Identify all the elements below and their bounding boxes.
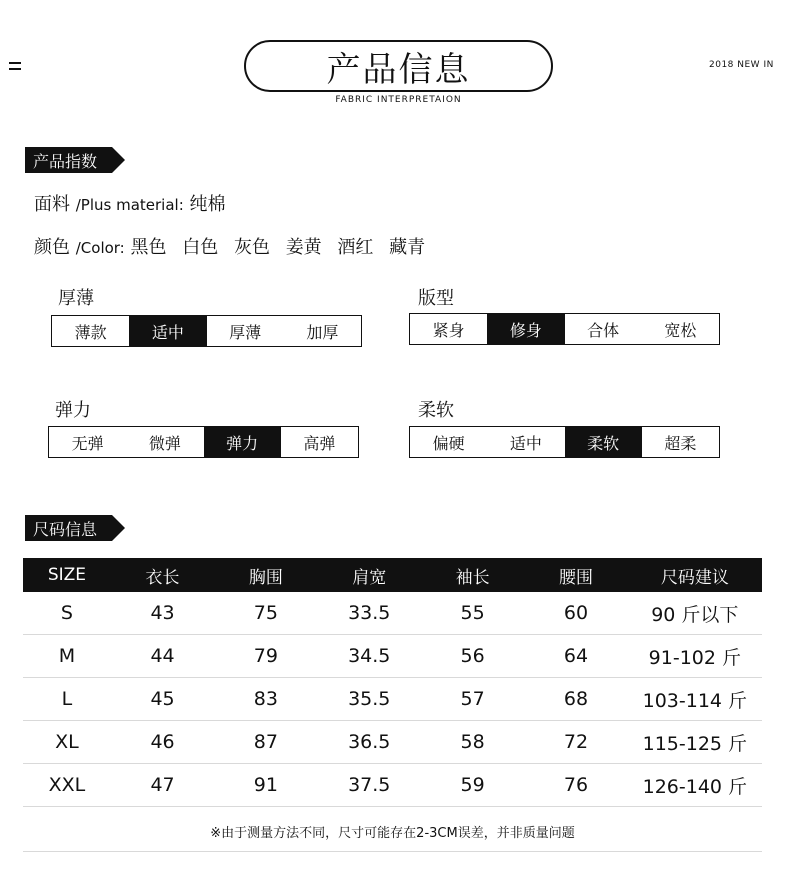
fit-option[interactable]: 宽松 xyxy=(664,320,697,340)
fit-option[interactable]: 修身 xyxy=(487,314,564,344)
material-label-en: /Plus material: xyxy=(75,196,184,214)
table-cell: 68 xyxy=(563,688,589,710)
color-value: 姜黄 xyxy=(285,237,322,258)
softness-label: 柔软 xyxy=(418,400,454,421)
table-cell: 57 xyxy=(460,688,485,710)
color-values xyxy=(130,237,435,258)
softness-option[interactable]: 柔软 xyxy=(565,427,642,457)
table-cell: S xyxy=(60,602,73,624)
thickness-label: 厚薄 xyxy=(58,288,94,309)
material-line xyxy=(34,190,226,216)
table-cell: XXL xyxy=(48,774,86,796)
table-cell: 75 xyxy=(253,602,278,624)
table-cell: 91 xyxy=(253,774,278,796)
material-label-cn: 面料 xyxy=(34,194,70,215)
table-cell: 44 xyxy=(150,645,175,667)
table-cell: 34.5 xyxy=(348,645,391,667)
table-cell: 33.5 xyxy=(348,602,391,624)
table-cell: M xyxy=(58,645,76,667)
thickness-option[interactable]: 适中 xyxy=(129,316,206,346)
color-value: 黑色 xyxy=(130,237,167,258)
softness-option[interactable]: 偏硬 xyxy=(432,433,465,453)
color-value: 藏青 xyxy=(389,237,426,258)
table-cell: 115-125 斤 xyxy=(642,732,748,755)
section-tag-product xyxy=(25,147,112,173)
section-tag-label: 尺码信息 xyxy=(33,519,98,539)
table-cell: 79 xyxy=(253,645,278,667)
table-row xyxy=(23,721,762,764)
table-cell: 59 xyxy=(460,774,485,796)
elasticity-option[interactable]: 无弹 xyxy=(71,433,104,453)
table-row xyxy=(23,592,762,635)
table-cell: 35.5 xyxy=(348,688,391,710)
table-cell: 76 xyxy=(563,774,589,796)
table-row xyxy=(23,635,762,678)
table-cell: 58 xyxy=(460,731,485,753)
table-cell: 103-114 斤 xyxy=(642,689,748,712)
table-header-cell: 胸围 xyxy=(248,567,283,588)
color-label-en: /Color: xyxy=(75,239,125,257)
color-value: 白色 xyxy=(182,237,219,258)
table-header-cell: 衣长 xyxy=(145,567,180,588)
table-header-cell: 腰围 xyxy=(558,567,593,588)
table-cell: 126-140 斤 xyxy=(642,775,748,798)
table-cell: 90 斤以下 xyxy=(651,603,739,626)
section-tag-label: 产品指数 xyxy=(33,151,98,171)
size-table xyxy=(23,558,762,807)
table-cell: 64 xyxy=(563,645,589,667)
table-cell: 55 xyxy=(460,602,485,624)
table-cell: 45 xyxy=(150,688,175,710)
table-row xyxy=(23,678,762,721)
divider xyxy=(23,851,762,852)
table-cell: 56 xyxy=(460,645,485,667)
new-in-badge: 2018 NEW IN xyxy=(709,60,774,70)
table-cell: 87 xyxy=(253,731,278,753)
measurement-note: ※由于测量方法不同，尺寸可能存在2-3CM误差，并非质量问题 xyxy=(210,826,575,841)
menu-icon[interactable] xyxy=(9,62,21,74)
table-cell: 37.5 xyxy=(348,774,391,796)
thickness-option[interactable]: 薄款 xyxy=(74,322,107,342)
elasticity-option[interactable]: 弹力 xyxy=(204,427,281,457)
table-cell: 47 xyxy=(150,774,175,796)
table-row xyxy=(23,764,762,807)
elasticity-option[interactable]: 高弹 xyxy=(303,433,336,453)
table-cell: 43 xyxy=(150,602,175,624)
table-header-cell: 袖长 xyxy=(455,567,490,588)
color-line xyxy=(34,233,435,259)
page-title-box xyxy=(244,40,553,92)
page-title: 产品信息 xyxy=(326,49,471,90)
fit-label: 版型 xyxy=(418,288,454,309)
elasticity-selector xyxy=(48,426,359,458)
fit-option[interactable]: 紧身 xyxy=(432,320,465,340)
thickness-option[interactable]: 加厚 xyxy=(306,322,339,342)
table-cell: 36.5 xyxy=(348,731,391,753)
softness-option[interactable]: 适中 xyxy=(509,433,542,453)
table-cell: 46 xyxy=(150,731,175,753)
table-header-cell: 肩宽 xyxy=(352,567,387,588)
table-cell: XL xyxy=(55,731,79,753)
material-value: 纯棉 xyxy=(189,194,226,215)
table-header-cell: 尺码建议 xyxy=(660,567,729,588)
page-subtitle: FABRIC INTERPRETAION xyxy=(335,95,462,105)
elasticity-option[interactable]: 微弹 xyxy=(148,433,181,453)
fit-selector xyxy=(409,313,720,345)
thickness-selector xyxy=(51,315,362,347)
table-cell: 72 xyxy=(563,731,589,753)
thickness-option[interactable]: 厚薄 xyxy=(229,322,262,342)
fit-option[interactable]: 合体 xyxy=(587,320,620,340)
elasticity-label: 弹力 xyxy=(55,400,91,421)
table-header xyxy=(23,558,762,592)
table-cell: 60 xyxy=(563,602,589,624)
section-tag-size xyxy=(25,515,112,541)
softness-option[interactable]: 超柔 xyxy=(664,433,697,453)
table-cell: 91-102 斤 xyxy=(648,646,741,669)
color-label-cn: 颜色 xyxy=(34,237,70,258)
table-cell: 83 xyxy=(253,688,278,710)
softness-selector xyxy=(409,426,720,458)
color-value: 灰色 xyxy=(233,237,270,258)
table-cell: L xyxy=(61,688,73,710)
color-value: 酒红 xyxy=(337,237,374,258)
table-header-cell: SIZE xyxy=(47,565,87,585)
